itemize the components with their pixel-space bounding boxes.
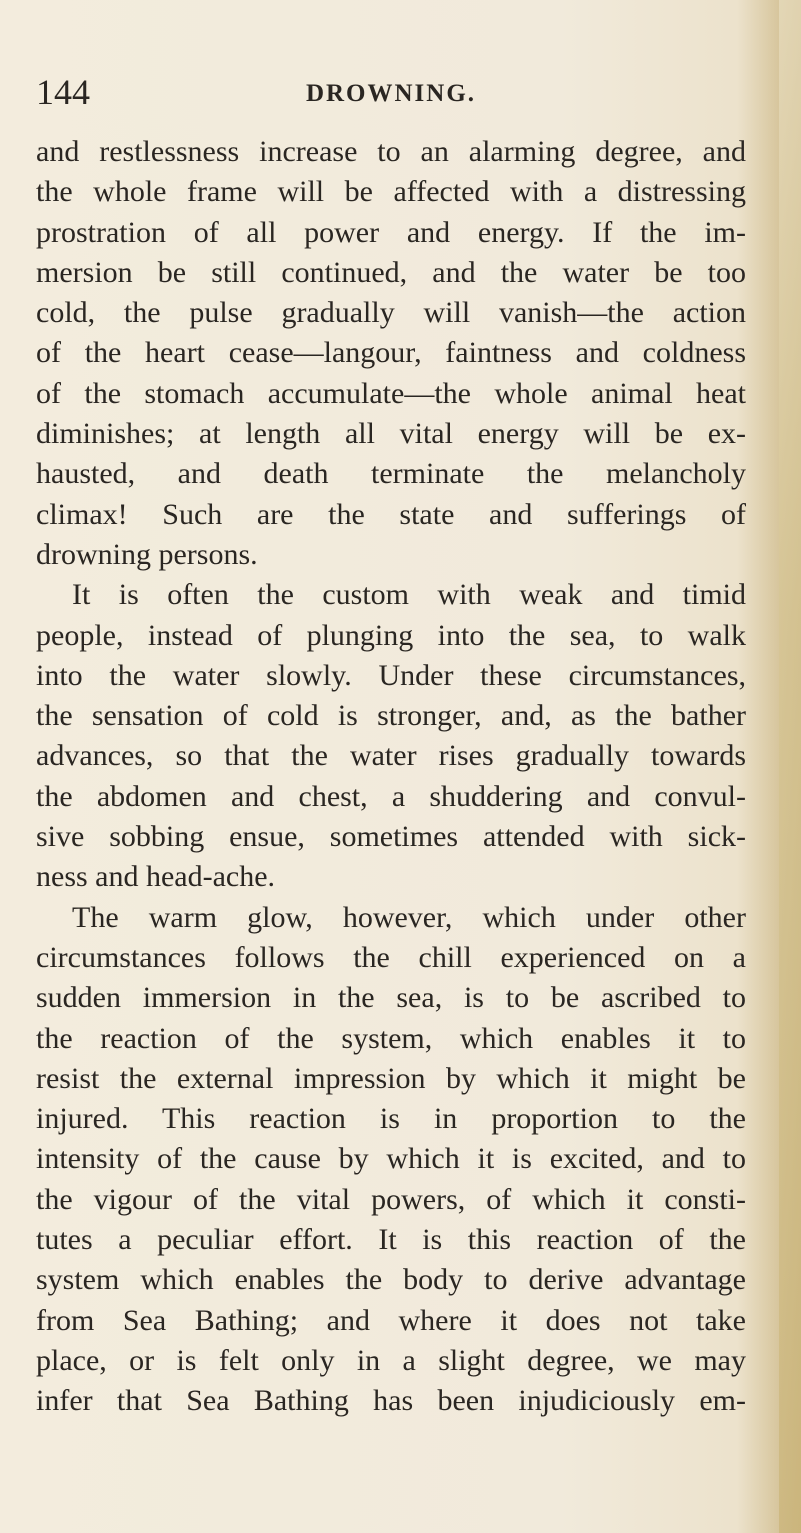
text-line: of the stomach accumulate—the whole animal heat	[36, 376, 746, 410]
text-line: from Sea Bathing; and where it does not take	[36, 1303, 746, 1337]
text-line: advances, so that the water rises gradually towards	[36, 739, 746, 773]
text-line: ness and head-ache.	[36, 860, 276, 894]
text-line: resist the external impression by which it might be	[36, 1061, 746, 1095]
running-head: DROWNING.	[305, 80, 477, 107]
text-line: tutes a peculiar effort. It is this reaction of the	[36, 1223, 746, 1257]
page-number: 144	[36, 72, 90, 112]
text-line: drowning persons.	[36, 537, 258, 571]
text-line: place, or is felt only in a slight degree, we may	[36, 1343, 746, 1377]
text-line: It is often the custom with weak and timid	[72, 578, 746, 612]
text-line: the vigour of the vital powers, of which it consti-	[36, 1182, 746, 1216]
text-line: prostration of all power and energy. If the im-	[36, 215, 746, 249]
text-line: into the water slowly. Under these circumstances,	[36, 658, 746, 692]
page-header	[36, 72, 746, 112]
text-line: system which enables the body to derive advantage	[36, 1263, 746, 1297]
text-line: circumstances follows the chill experienced on a	[36, 940, 746, 974]
text-line: climax! Such are the state and sufferings of	[36, 497, 746, 531]
text-line: the sensation of cold is stronger, and, as the bather	[36, 699, 746, 733]
text-line: the abdomen and chest, a shuddering and convul-	[36, 779, 746, 813]
text-line: sudden immersion in the sea, is to be ascribed to	[36, 981, 746, 1015]
text-line: the whole frame will be affected with a distressing	[36, 175, 746, 209]
text-line: of the heart cease—langour, faintness and coldness	[36, 336, 746, 370]
text-line: people, instead of plunging into the sea, to walk	[36, 618, 746, 652]
text-line: intensity of the cause by which it is excited, and to	[36, 1142, 746, 1176]
text-line: injured. This reaction is in proportion to the	[36, 1102, 746, 1136]
text-line: infer that Sea Bathing has been injudiciously em-	[36, 1384, 746, 1418]
body-text	[36, 132, 746, 1422]
page-edge-stain	[779, 0, 801, 1533]
text-line: hausted, and death terminate the melancholy	[36, 457, 746, 491]
text-line: cold, the pulse gradually will vanish—the action	[36, 296, 746, 330]
text-line: mersion be still continued, and the water be too	[36, 255, 746, 289]
text-line: diminishes; at length all vital energy will be ex-	[36, 417, 746, 451]
text-line: The warm glow, however, which under other	[72, 900, 746, 934]
text-line: and restlessness increase to an alarming degree, and	[36, 135, 746, 168]
text-line: sive sobbing ensue, sometimes attended with sick-	[36, 820, 746, 854]
text-line: the reaction of the system, which enables it to	[36, 1021, 746, 1055]
